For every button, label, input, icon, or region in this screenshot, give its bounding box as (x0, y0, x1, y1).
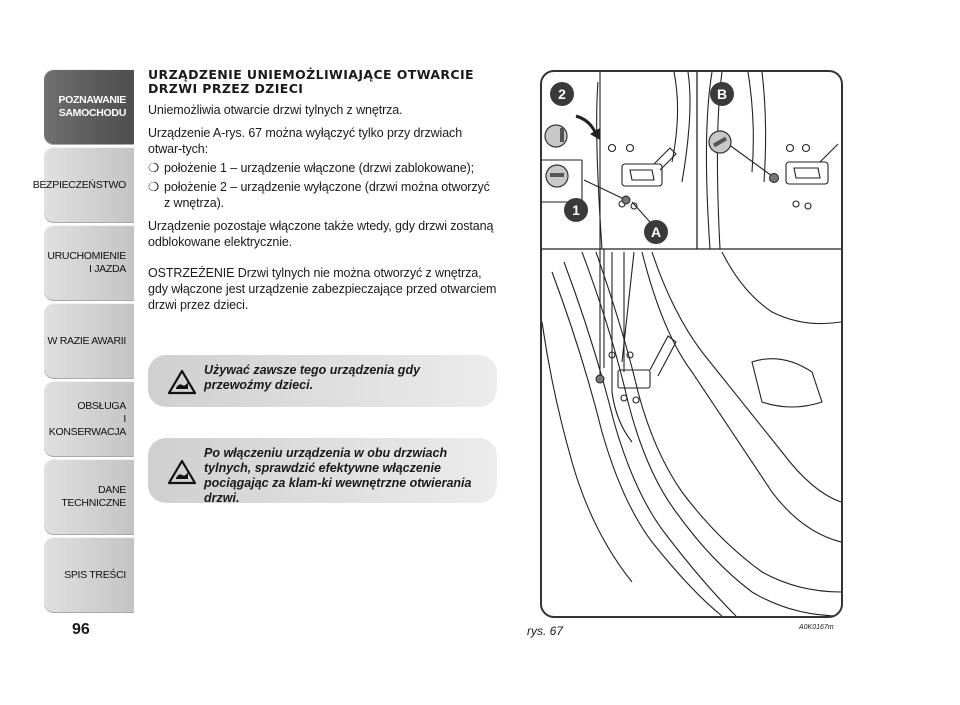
svg-text:A: A (650, 224, 662, 240)
bullet-position-1 (148, 160, 498, 176)
warning-triangle-icon (168, 459, 196, 485)
callout-b (710, 82, 734, 106)
warning-box-2 (148, 438, 497, 503)
lock-knobs (545, 125, 779, 383)
warning-triangle-icon (168, 369, 196, 395)
bullet-text: położenie 2 – urządzenie wyłączone (drzwi można otworzyć z wnętrza). (164, 180, 490, 210)
callout-1 (564, 198, 588, 222)
warning-paragraph: OSTRZEŻENIE Drzwi tylnych nie można otworzyć z wnętrza, gdy włączone jest urządzenie zabezpieczające przed otwarciem drzwi przez dzieci. (148, 266, 497, 312)
door-lock-illustration (542, 72, 841, 616)
callout-2 (550, 82, 574, 106)
tab-poznawanie-samochodu[interactable] (44, 69, 134, 145)
page-number: 96 (72, 621, 90, 638)
figure-code: A0K0167m (799, 624, 834, 631)
bullet-position-2 (148, 179, 498, 211)
tab-label: SPIS TREŚCI (64, 568, 126, 581)
tab-label: BEZPIECZEŃSTWO (32, 178, 126, 191)
tab-label: URUCHOMIENIE I JAZDA (47, 250, 126, 275)
callout-a (644, 220, 668, 244)
warning-text: Po włączeniu urządzenia w obu drzwiach tylnych, sprawdzić efektywne włączenie pociągając za klam-ki wewnętrzne otwierania drzwi. (204, 446, 472, 505)
tab-uruchomienie-i-jazda[interactable] (44, 225, 134, 301)
device-paragraph: Urządzenie A-rys. 67 można wyłączyć tylko przy drzwiach otwar-tych: (148, 126, 463, 156)
tab-w-razie-awarii[interactable] (44, 303, 134, 379)
content-column (148, 68, 498, 320)
rotate-arrow-icon (576, 116, 596, 134)
bullet-text: położenie 1 – urządzenie włączone (drzwi zablokowane); (164, 161, 475, 175)
bullet-mark: ❍ (148, 161, 160, 175)
figure-rys-67 (540, 70, 843, 618)
tab-obsluga-i-konserwacja[interactable] (44, 381, 134, 457)
heading-line-1: URZĄDZENIE UNIEMOŻLIWIAJĄCE OTWARCIE (148, 67, 474, 82)
warning-box-1 (148, 355, 497, 407)
svg-text:2: 2 (558, 86, 566, 102)
intro-paragraph: Uniemożliwia otwarcie drzwi tylnych z wnętrza. (148, 103, 403, 117)
electric-unlock-paragraph: Urządzenie pozostaje włączone także wtedy, gdy drzwi zostaną odblokowane elektrycznie. (148, 219, 494, 249)
heading-line-2: DRZWI PRZEZ DZIECI (148, 81, 304, 96)
section-heading (148, 68, 498, 96)
svg-text:1: 1 (572, 202, 580, 218)
figure-caption: rys. 67 (527, 624, 564, 638)
tab-bezpieczenstwo[interactable] (32, 147, 134, 223)
tab-label: DANE TECHNICZNE (61, 484, 126, 509)
tab-label: W RAZIE AWARII (47, 334, 126, 347)
tab-label: POZNAWANIE SAMOCHODU (58, 94, 126, 119)
tab-label: OBSŁUGA I KONSERWACJA (48, 399, 126, 438)
svg-text:B: B (716, 86, 728, 102)
warning-text: Używać zawsze tego urządzenia gdy przewoźmy dzieci. (204, 363, 421, 392)
bullet-mark: ❍ (148, 180, 160, 194)
tab-dane-techniczne[interactable] (44, 459, 134, 535)
tab-spis-tresci[interactable] (44, 537, 134, 613)
